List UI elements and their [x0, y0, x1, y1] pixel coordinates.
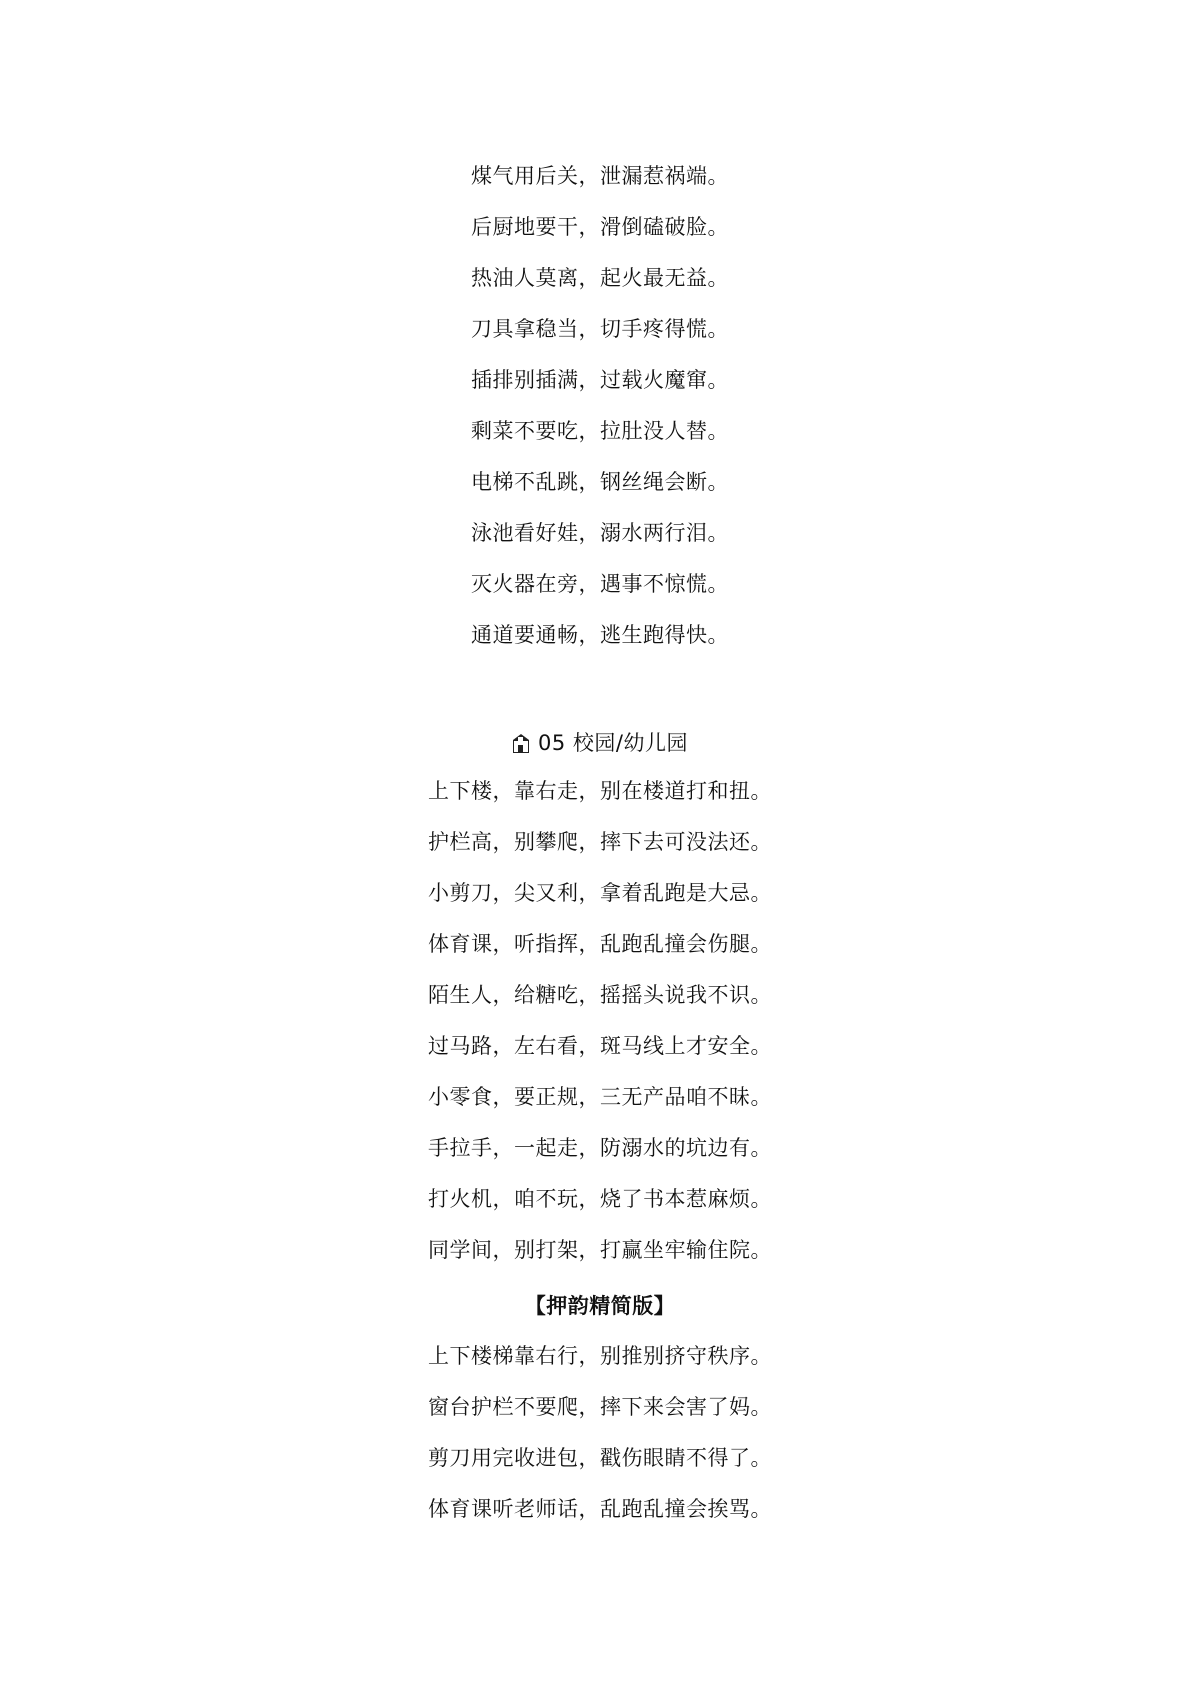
verse-line: 剩菜不要吃，拉肚没人替。: [471, 419, 729, 443]
verse-line: 泳池看好娃，溺水两行泪。: [471, 521, 729, 545]
verse-line: 手拉手，一起走，防溺水的坑边有。: [428, 1136, 772, 1160]
verse-line: 护栏高，别攀爬，摔下去可没法还。: [428, 830, 772, 854]
verse-line: 通道要通畅，逃生跑得快。: [471, 623, 729, 647]
verse-line: 刀具拿稳当，切手疼得慌。: [471, 317, 729, 341]
verse-line: 电梯不乱跳，钢丝绳会断。: [471, 470, 729, 494]
verse-line: 体育课，听指挥，乱跑乱撞会伤腿。: [428, 932, 772, 956]
verse-line: 体育课听老师话，乱跑乱撞会挨骂。: [428, 1497, 772, 1521]
verse-line: 煤气用后关，泄漏惹祸端。: [471, 164, 729, 188]
section-heading-school: [0, 718, 1200, 769]
verse-line: 窗台护栏不要爬，摔下来会害了妈。: [428, 1395, 772, 1419]
school-safety-verses: [0, 766, 1200, 1276]
verse-line: 上下楼，靠右走，别在楼道打和扭。: [428, 779, 772, 803]
rhyme-verses: [0, 1331, 1200, 1535]
verse-line: 同学间，别打架，打赢坐牢输住院。: [428, 1238, 772, 1262]
verse-line: 热油人莫离，起火最无益。: [471, 266, 729, 290]
verse-line: 小剪刀，尖又利，拿着乱跑是大忌。: [428, 881, 772, 905]
verse-line: 剪刀用完收进包，戳伤眼睛不得了。: [428, 1446, 772, 1470]
verse-line: 陌生人，给糖吃，摇摇头说我不识。: [428, 983, 772, 1007]
verse-line: 过马路，左右看，斑马线上才安全。: [428, 1034, 772, 1058]
verse-line: 打火机，咱不玩，烧了书本惹麻烦。: [428, 1187, 772, 1211]
verse-line: 上下楼梯靠右行，别推别挤守秩序。: [428, 1344, 772, 1368]
verse-line: 小零食，要正规，三无产品咱不昧。: [428, 1085, 772, 1109]
verse-line: 后厨地要干，滑倒磕破脸。: [471, 215, 729, 239]
school-icon: [512, 734, 530, 752]
kitchen-safety-verses: [0, 151, 1200, 661]
section-heading-rhyme: 【押韵精简版】: [524, 1294, 676, 1318]
verse-line: 插排别插满，过载火魔窜。: [471, 368, 729, 392]
section-title: 05 校园/幼儿园: [538, 731, 688, 755]
verse-line: 灭火器在旁，遇事不惊慌。: [471, 572, 729, 596]
